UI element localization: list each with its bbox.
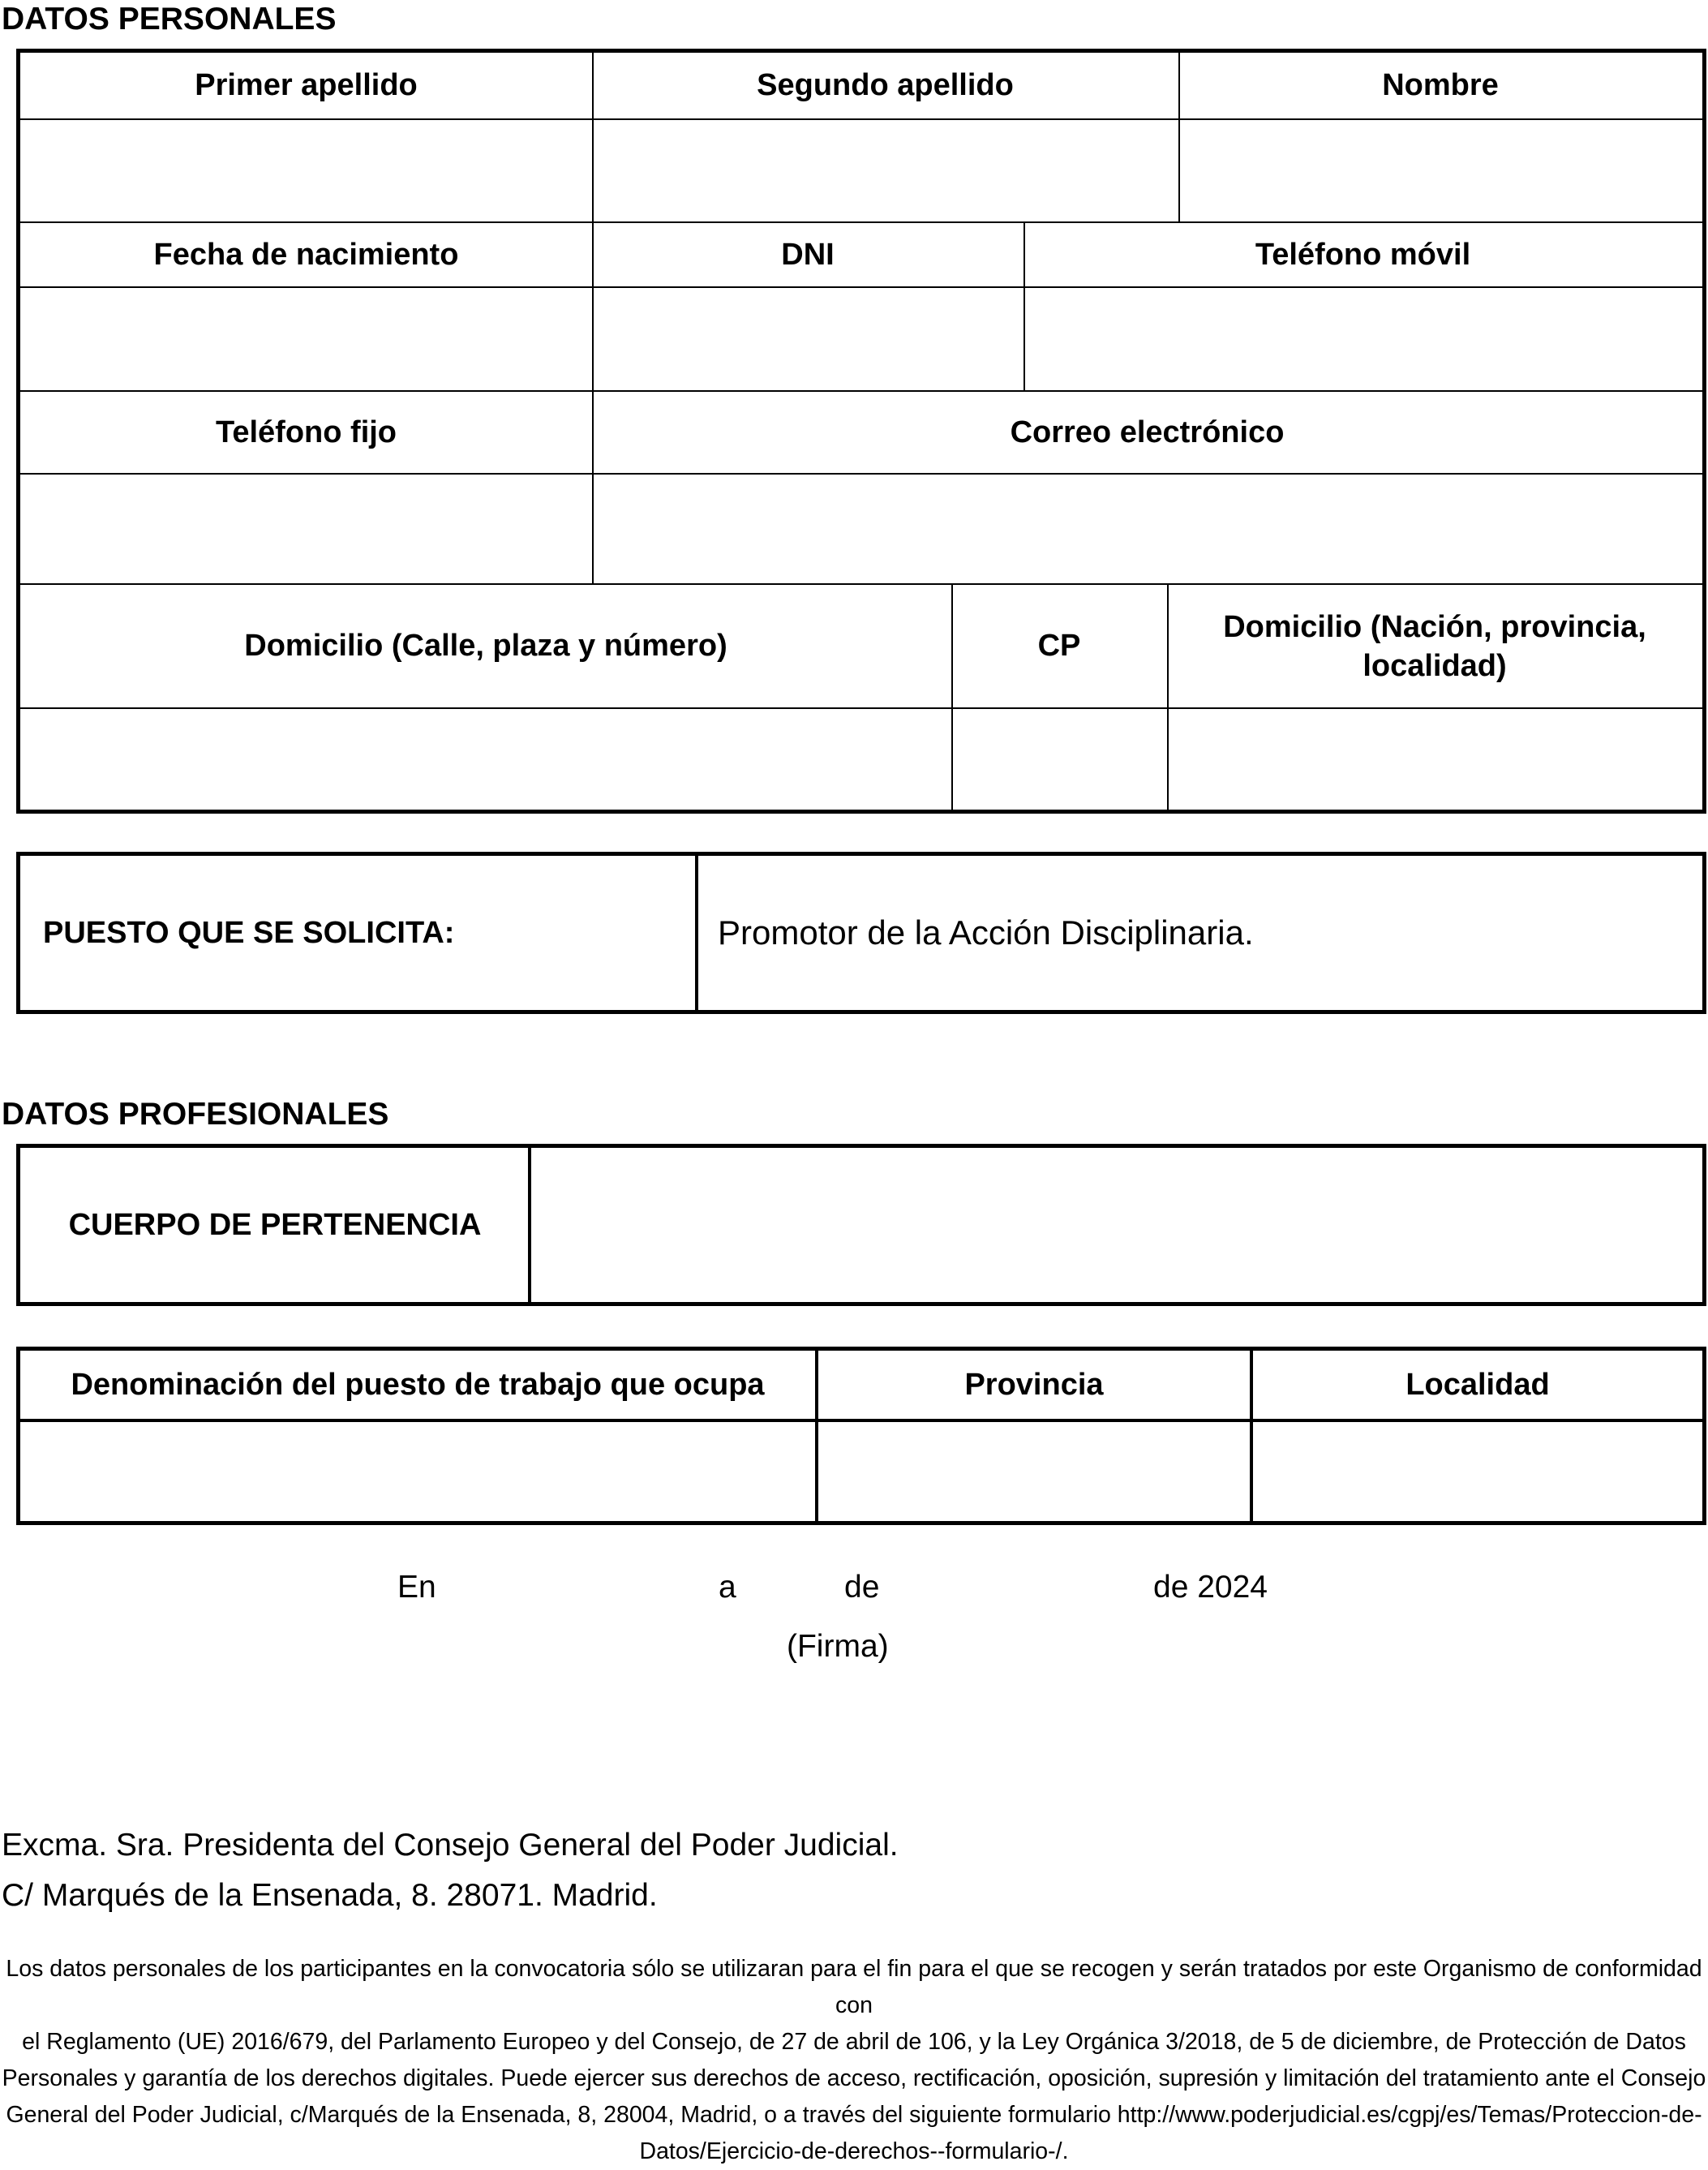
puesto-label: PUESTO QUE SE SOLICITA: bbox=[43, 915, 455, 950]
aviso-legal-line: Personales y garantía de los derechos digitales. Puede ejercer sus derechos de acceso, rectificación, oposición, supresión y limitación del tratamiento ante el Consejo bbox=[2, 2065, 1706, 2091]
fecha-year-label: de 2024 bbox=[1153, 1570, 1268, 1605]
divider bbox=[951, 583, 953, 810]
destinatario-line1: Excma. Sra. Presidenta del Consejo General del Poder Judicial. bbox=[2, 1828, 899, 1863]
fecha-en-label: En bbox=[397, 1570, 436, 1605]
divider bbox=[695, 856, 698, 1010]
divider bbox=[592, 53, 594, 583]
primer-apellido-field[interactable] bbox=[20, 120, 592, 221]
header-domicilio-nacion: Domicilio (Nación, provincia, localidad) bbox=[1223, 609, 1646, 683]
header-fecha-nacimiento: Fecha de nacimiento bbox=[153, 237, 459, 272]
header-telefono-fijo: Teléfono fijo bbox=[215, 415, 397, 449]
header-denominacion-puesto: Denominación del puesto de trabajo que ocupa bbox=[71, 1367, 765, 1402]
puesto-table bbox=[16, 852, 1706, 1014]
provincia-field[interactable] bbox=[818, 1422, 1250, 1521]
localidad-field[interactable] bbox=[1253, 1422, 1702, 1521]
aviso-legal-line: el Reglamento (UE) 2016/679, del Parlamento Europeo y del Consejo, de 27 de abril de 106, y la Ley Orgánica 3/2018, de 5 de diciembre, de Protección de Datos bbox=[22, 2029, 1686, 2055]
header-segundo-apellido: Segundo apellido bbox=[757, 68, 1014, 102]
destinatario-line2: C/ Marqués de la Ensenada, 8. 28071. Madrid. bbox=[2, 1878, 658, 1913]
divider bbox=[20, 707, 1702, 709]
divider bbox=[1167, 583, 1169, 810]
fecha-nacimiento-field[interactable] bbox=[20, 288, 592, 390]
section-title-datos-personales: DATOS PERSONALES bbox=[2, 2, 337, 37]
telefono-fijo-field[interactable] bbox=[20, 475, 592, 583]
divider bbox=[20, 286, 1702, 288]
divider bbox=[20, 221, 1702, 223]
domicilio-nacion-field[interactable] bbox=[1169, 709, 1702, 810]
puesto-value: Promotor de la Acción Disciplinaria. bbox=[718, 913, 1254, 952]
divider bbox=[20, 118, 1702, 120]
cuerpo-field[interactable] bbox=[531, 1148, 1702, 1302]
divider bbox=[20, 583, 1702, 585]
header-telefono-movil: Teléfono móvil bbox=[1255, 237, 1471, 272]
aviso-legal-line: Los datos personales de los participantes en la convocatoria sólo se utilizaran para el fin para el que se recogen y serán tratados por este Organismo de conformidad con bbox=[6, 1956, 1702, 2018]
divider bbox=[20, 390, 1702, 392]
firma-label: (Firma) bbox=[787, 1629, 889, 1664]
aviso-legal bbox=[0, 1951, 1708, 2170]
datos-personales-table bbox=[16, 49, 1706, 814]
fecha-de-label: de bbox=[844, 1570, 880, 1605]
cuerpo-table bbox=[16, 1144, 1706, 1306]
puesto-trabajo-table bbox=[16, 1347, 1706, 1525]
nombre-field[interactable] bbox=[1180, 120, 1702, 221]
header-provincia: Provincia bbox=[964, 1367, 1104, 1402]
aviso-legal-line: General del Poder Judicial, c/Marqués de la Ensenada, 8, 28004, Madrid, o a través del siguiente formulario http://www.poderjudicial.es/cgpj/es/Temas/Proteccion-de- bbox=[6, 2102, 1702, 2128]
divider bbox=[1178, 53, 1180, 221]
denominacion-puesto-field[interactable] bbox=[20, 1422, 815, 1521]
section-title-datos-profesionales: DATOS PROFESIONALES bbox=[2, 1097, 389, 1132]
cp-field[interactable] bbox=[953, 709, 1167, 810]
header-nombre: Nombre bbox=[1382, 68, 1499, 102]
header-domicilio-calle: Domicilio (Calle, plaza y número) bbox=[244, 629, 727, 663]
segundo-apellido-field[interactable] bbox=[594, 120, 1178, 221]
cuerpo-label: CUERPO DE PERTENENCIA bbox=[68, 1207, 482, 1242]
divider bbox=[20, 473, 1702, 475]
correo-electronico-field[interactable] bbox=[594, 475, 1702, 583]
header-cp: CP bbox=[1037, 629, 1081, 663]
fecha-a-label: a bbox=[719, 1570, 736, 1605]
dni-field[interactable] bbox=[594, 288, 1024, 390]
header-primer-apellido: Primer apellido bbox=[195, 68, 418, 102]
header-dni: DNI bbox=[781, 237, 835, 272]
header-correo-electronico: Correo electrónico bbox=[1010, 415, 1285, 449]
header-localidad: Localidad bbox=[1405, 1367, 1550, 1402]
telefono-movil-field[interactable] bbox=[1025, 288, 1702, 390]
domicilio-calle-field[interactable] bbox=[20, 709, 951, 810]
aviso-legal-line: Datos/Ejercicio-de-derechos--formulario-/. bbox=[639, 2138, 1069, 2164]
divider bbox=[1024, 221, 1025, 390]
